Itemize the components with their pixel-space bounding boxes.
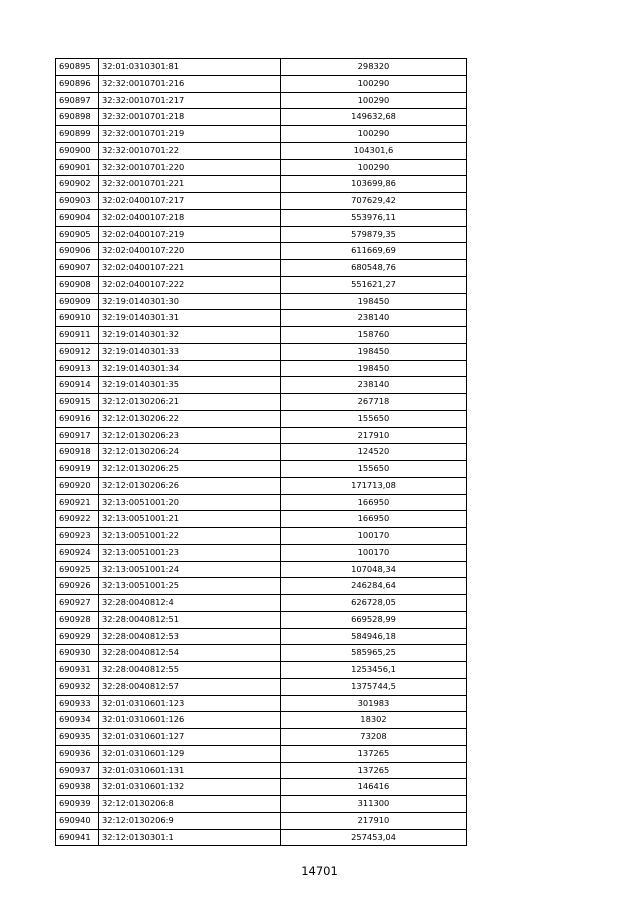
cadastral-number-cell: 32:19:0140301:30 xyxy=(99,293,281,310)
row-id-cell: 690898 xyxy=(56,109,99,126)
value-cell: 584946,18 xyxy=(281,628,467,645)
value-cell: 1375744,5 xyxy=(281,678,467,695)
table-row xyxy=(56,779,467,796)
cadastral-number-cell: 32:12:0130206:23 xyxy=(99,427,281,444)
table-row xyxy=(56,176,467,193)
cadastral-number-cell: 32:19:0140301:35 xyxy=(99,377,281,394)
table-row xyxy=(56,695,467,712)
value-cell: 149632,68 xyxy=(281,109,467,126)
table-row xyxy=(56,410,467,427)
page-number: 14701 xyxy=(301,864,338,878)
cadastral-number-cell: 32:19:0140301:34 xyxy=(99,360,281,377)
value-cell: 107048,34 xyxy=(281,561,467,578)
table-row xyxy=(56,276,467,293)
row-id-cell: 690935 xyxy=(56,729,99,746)
cadastral-number-cell: 32:28:0040812:55 xyxy=(99,662,281,679)
value-cell: 100170 xyxy=(281,528,467,545)
cadastral-number-cell: 32:12:0130206:26 xyxy=(99,477,281,494)
table-body xyxy=(56,59,467,846)
cadastral-number-cell: 32:02:0400107:221 xyxy=(99,260,281,277)
row-id-cell: 690903 xyxy=(56,193,99,210)
value-cell: 553976,11 xyxy=(281,209,467,226)
table-row xyxy=(56,126,467,143)
table-row xyxy=(56,394,467,411)
row-id-cell: 690915 xyxy=(56,394,99,411)
row-id-cell: 690904 xyxy=(56,209,99,226)
cadastral-number-cell: 32:02:0400107:219 xyxy=(99,226,281,243)
cadastral-number-cell: 32:32:0010701:218 xyxy=(99,109,281,126)
value-cell: 238140 xyxy=(281,310,467,327)
value-cell: 100170 xyxy=(281,544,467,561)
row-id-cell: 690922 xyxy=(56,511,99,528)
row-id-cell: 690909 xyxy=(56,293,99,310)
value-cell: 100290 xyxy=(281,159,467,176)
cadastral-number-cell: 32:12:0130206:25 xyxy=(99,461,281,478)
cadastral-number-cell: 32:01:0310601:126 xyxy=(99,712,281,729)
value-cell: 1253456,1 xyxy=(281,662,467,679)
table-row xyxy=(56,544,467,561)
cadastral-number-cell: 32:13:0051001:24 xyxy=(99,561,281,578)
value-cell: 669528,99 xyxy=(281,611,467,628)
cadastral-number-cell: 32:32:0010701:217 xyxy=(99,92,281,109)
cadastral-number-cell: 32:12:0130206:8 xyxy=(99,796,281,813)
table-row xyxy=(56,260,467,277)
cadastral-number-cell: 32:12:0130206:24 xyxy=(99,444,281,461)
row-id-cell: 690918 xyxy=(56,444,99,461)
row-id-cell: 690933 xyxy=(56,695,99,712)
table-row xyxy=(56,243,467,260)
value-cell: 626728,05 xyxy=(281,595,467,612)
row-id-cell: 690899 xyxy=(56,126,99,143)
value-cell: 100290 xyxy=(281,92,467,109)
table-row xyxy=(56,444,467,461)
cadastral-number-cell: 32:01:0310601:123 xyxy=(99,695,281,712)
cadastral-value-table xyxy=(55,58,467,846)
value-cell: 301983 xyxy=(281,695,467,712)
value-cell: 551621,27 xyxy=(281,276,467,293)
table-row xyxy=(56,561,467,578)
table-row xyxy=(56,528,467,545)
table-row xyxy=(56,75,467,92)
table-row xyxy=(56,611,467,628)
table-row xyxy=(56,109,467,126)
value-cell: 238140 xyxy=(281,377,467,394)
value-cell: 171713,08 xyxy=(281,477,467,494)
cadastral-number-cell: 32:12:0130206:22 xyxy=(99,410,281,427)
row-id-cell: 690938 xyxy=(56,779,99,796)
cadastral-number-cell: 32:28:0040812:54 xyxy=(99,645,281,662)
row-id-cell: 690927 xyxy=(56,595,99,612)
row-id-cell: 690924 xyxy=(56,544,99,561)
cadastral-number-cell: 32:02:0400107:222 xyxy=(99,276,281,293)
row-id-cell: 690926 xyxy=(56,578,99,595)
value-cell: 257453,04 xyxy=(281,829,467,846)
table-row xyxy=(56,645,467,662)
cadastral-number-cell: 32:01:0310601:129 xyxy=(99,745,281,762)
table-row xyxy=(56,662,467,679)
cadastral-number-cell: 32:19:0140301:32 xyxy=(99,327,281,344)
value-cell: 18302 xyxy=(281,712,467,729)
cadastral-number-cell: 32:12:0130206:21 xyxy=(99,394,281,411)
table-row xyxy=(56,92,467,109)
value-cell: 198450 xyxy=(281,360,467,377)
table-row xyxy=(56,142,467,159)
row-id-cell: 690934 xyxy=(56,712,99,729)
cadastral-number-cell: 32:13:0051001:25 xyxy=(99,578,281,595)
row-id-cell: 690920 xyxy=(56,477,99,494)
value-cell: 100290 xyxy=(281,75,467,92)
value-cell: 124520 xyxy=(281,444,467,461)
cadastral-number-cell: 32:13:0051001:23 xyxy=(99,544,281,561)
row-id-cell: 690932 xyxy=(56,678,99,695)
row-id-cell: 690908 xyxy=(56,276,99,293)
row-id-cell: 690928 xyxy=(56,611,99,628)
table-row xyxy=(56,712,467,729)
table-row xyxy=(56,729,467,746)
row-id-cell: 690930 xyxy=(56,645,99,662)
table-row xyxy=(56,159,467,176)
cadastral-number-cell: 32:01:0310601:132 xyxy=(99,779,281,796)
table-row xyxy=(56,310,467,327)
row-id-cell: 690914 xyxy=(56,377,99,394)
row-id-cell: 690916 xyxy=(56,410,99,427)
value-cell: 707629,42 xyxy=(281,193,467,210)
table-row xyxy=(56,427,467,444)
value-cell: 217910 xyxy=(281,812,467,829)
value-cell: 246284,64 xyxy=(281,578,467,595)
value-cell: 155650 xyxy=(281,410,467,427)
row-id-cell: 690900 xyxy=(56,142,99,159)
cadastral-number-cell: 32:01:0310301:81 xyxy=(99,59,281,76)
row-id-cell: 690912 xyxy=(56,343,99,360)
value-cell: 298320 xyxy=(281,59,467,76)
table-row xyxy=(56,209,467,226)
table-row xyxy=(56,327,467,344)
cadastral-number-cell: 32:12:0130301:1 xyxy=(99,829,281,846)
table-row xyxy=(56,343,467,360)
row-id-cell: 690937 xyxy=(56,762,99,779)
cadastral-number-cell: 32:13:0051001:20 xyxy=(99,494,281,511)
value-cell: 217910 xyxy=(281,427,467,444)
value-cell: 611669,69 xyxy=(281,243,467,260)
row-id-cell: 690923 xyxy=(56,528,99,545)
value-cell: 198450 xyxy=(281,293,467,310)
cadastral-number-cell: 32:02:0400107:220 xyxy=(99,243,281,260)
row-id-cell: 690929 xyxy=(56,628,99,645)
value-cell: 104301,6 xyxy=(281,142,467,159)
table-row xyxy=(56,678,467,695)
table-row xyxy=(56,477,467,494)
row-id-cell: 690910 xyxy=(56,310,99,327)
table-row xyxy=(56,293,467,310)
row-id-cell: 690913 xyxy=(56,360,99,377)
table-row xyxy=(56,494,467,511)
table-row xyxy=(56,628,467,645)
row-id-cell: 690940 xyxy=(56,812,99,829)
value-cell: 100290 xyxy=(281,126,467,143)
table-row xyxy=(56,193,467,210)
table-row xyxy=(56,226,467,243)
value-cell: 311300 xyxy=(281,796,467,813)
row-id-cell: 690905 xyxy=(56,226,99,243)
cadastral-number-cell: 32:32:0010701:22 xyxy=(99,142,281,159)
value-cell: 267718 xyxy=(281,394,467,411)
value-cell: 680548,76 xyxy=(281,260,467,277)
table-row xyxy=(56,511,467,528)
cadastral-number-cell: 32:28:0040812:51 xyxy=(99,611,281,628)
value-cell: 158760 xyxy=(281,327,467,344)
table-row xyxy=(56,377,467,394)
row-id-cell: 690939 xyxy=(56,796,99,813)
value-cell: 103699,86 xyxy=(281,176,467,193)
cadastral-number-cell: 32:28:0040812:53 xyxy=(99,628,281,645)
cadastral-number-cell: 32:32:0010701:216 xyxy=(99,75,281,92)
value-cell: 146416 xyxy=(281,779,467,796)
value-cell: 585965,25 xyxy=(281,645,467,662)
table-row xyxy=(56,812,467,829)
row-id-cell: 690921 xyxy=(56,494,99,511)
cadastral-number-cell: 32:32:0010701:220 xyxy=(99,159,281,176)
row-id-cell: 690906 xyxy=(56,243,99,260)
row-id-cell: 690917 xyxy=(56,427,99,444)
row-id-cell: 690896 xyxy=(56,75,99,92)
row-id-cell: 690925 xyxy=(56,561,99,578)
row-id-cell: 690911 xyxy=(56,327,99,344)
value-cell: 137265 xyxy=(281,762,467,779)
cadastral-number-cell: 32:19:0140301:33 xyxy=(99,343,281,360)
cadastral-number-cell: 32:12:0130206:9 xyxy=(99,812,281,829)
table-row xyxy=(56,461,467,478)
row-id-cell: 690895 xyxy=(56,59,99,76)
cadastral-number-cell: 32:02:0400107:218 xyxy=(99,209,281,226)
table-row xyxy=(56,745,467,762)
cadastral-number-cell: 32:13:0051001:21 xyxy=(99,511,281,528)
row-id-cell: 690936 xyxy=(56,745,99,762)
cadastral-number-cell: 32:13:0051001:22 xyxy=(99,528,281,545)
row-id-cell: 690919 xyxy=(56,461,99,478)
cadastral-number-cell: 32:32:0010701:219 xyxy=(99,126,281,143)
row-id-cell: 690931 xyxy=(56,662,99,679)
table-row xyxy=(56,59,467,76)
table-row xyxy=(56,578,467,595)
value-cell: 579879,35 xyxy=(281,226,467,243)
value-cell: 73208 xyxy=(281,729,467,746)
cadastral-number-cell: 32:19:0140301:31 xyxy=(99,310,281,327)
cadastral-number-cell: 32:28:0040812:57 xyxy=(99,678,281,695)
value-cell: 166950 xyxy=(281,494,467,511)
cadastral-number-cell: 32:32:0010701:221 xyxy=(99,176,281,193)
row-id-cell: 690941 xyxy=(56,829,99,846)
row-id-cell: 690897 xyxy=(56,92,99,109)
row-id-cell: 690902 xyxy=(56,176,99,193)
table-row xyxy=(56,762,467,779)
value-cell: 198450 xyxy=(281,343,467,360)
row-id-cell: 690907 xyxy=(56,260,99,277)
cadastral-number-cell: 32:01:0310601:127 xyxy=(99,729,281,746)
table-row xyxy=(56,829,467,846)
table-row xyxy=(56,796,467,813)
row-id-cell: 690901 xyxy=(56,159,99,176)
table-row xyxy=(56,360,467,377)
cadastral-number-cell: 32:02:0400107:217 xyxy=(99,193,281,210)
table-row xyxy=(56,595,467,612)
cadastral-number-cell: 32:01:0310601:131 xyxy=(99,762,281,779)
cadastral-number-cell: 32:28:0040812:4 xyxy=(99,595,281,612)
value-cell: 166950 xyxy=(281,511,467,528)
value-cell: 155650 xyxy=(281,461,467,478)
value-cell: 137265 xyxy=(281,745,467,762)
